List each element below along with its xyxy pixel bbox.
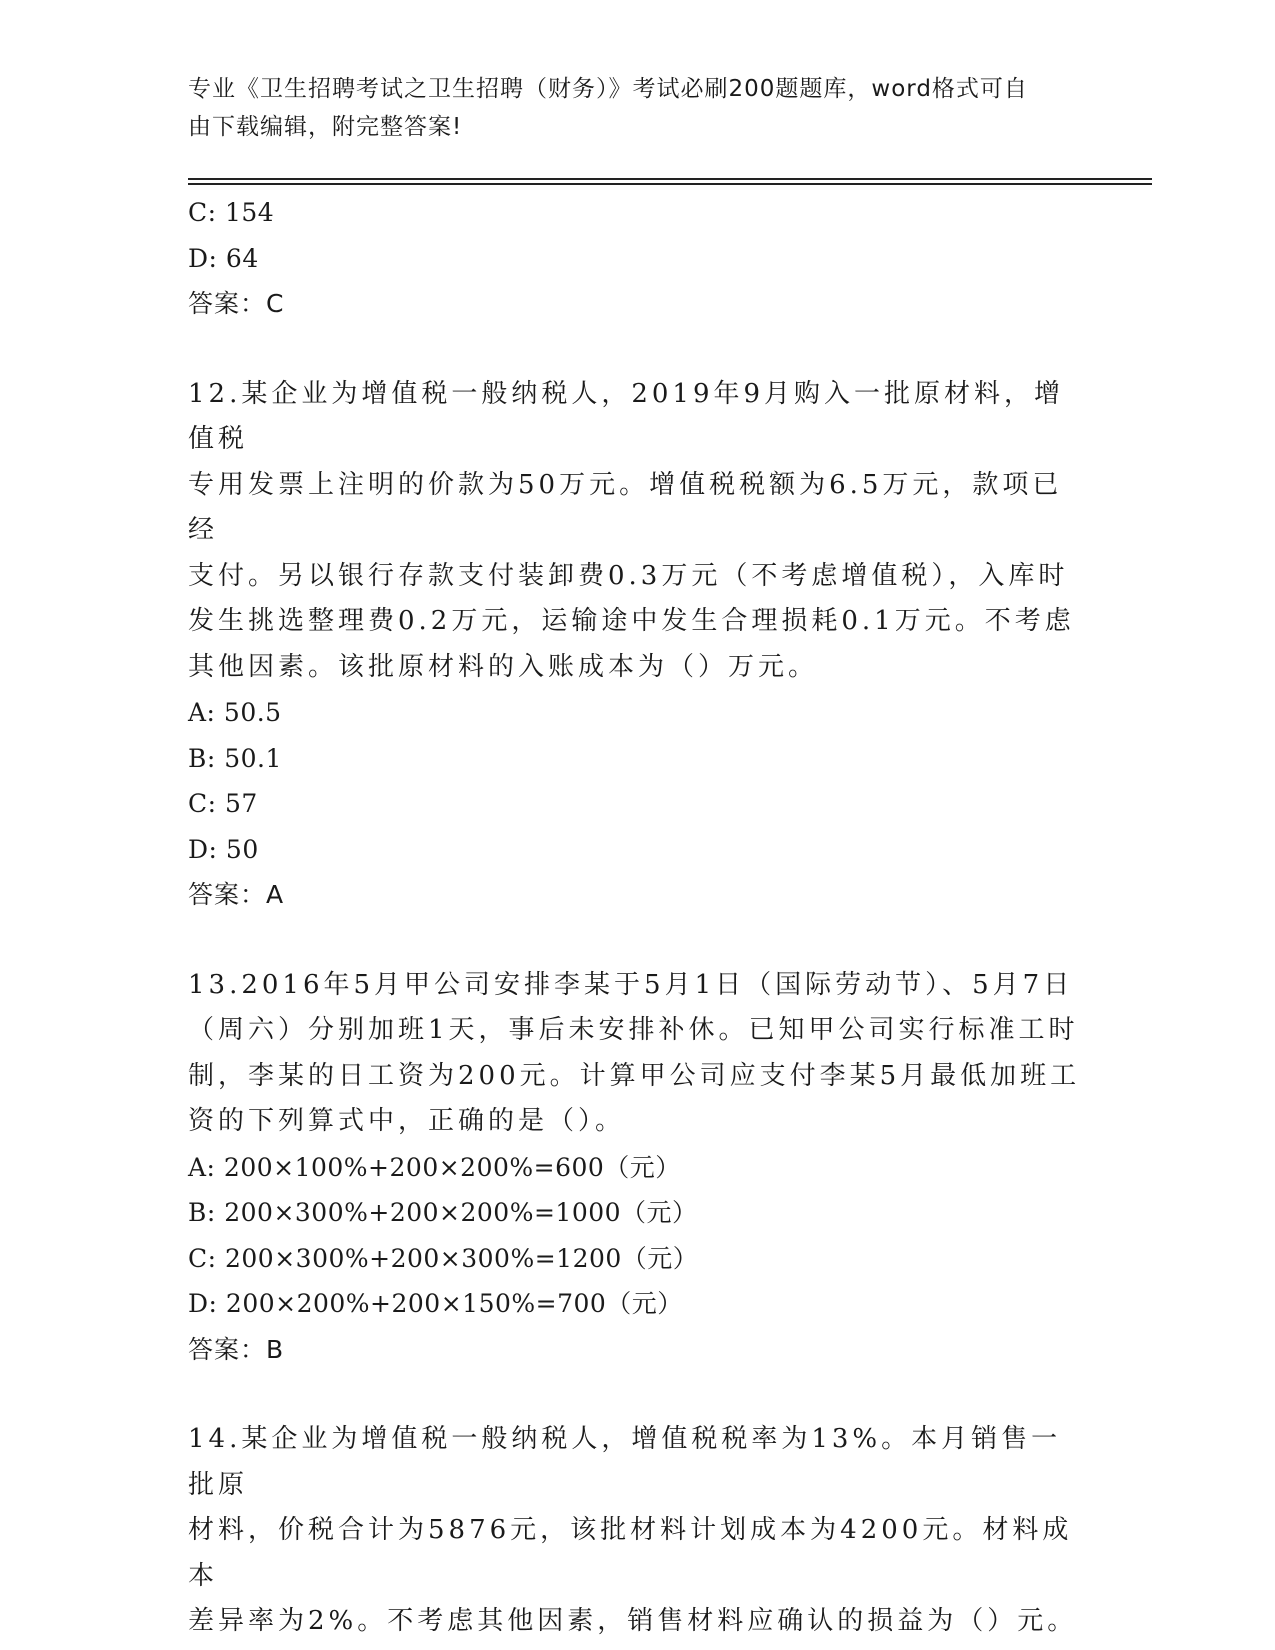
answer-line: 答案：B bbox=[188, 1334, 285, 1364]
question-line: 13.2016年5月甲公司安排李某于5月1日（国际劳动节）、5月7日 bbox=[188, 969, 1074, 1000]
question-text bbox=[188, 372, 1088, 691]
option-a: A: 200×100%+200×200%=600（元） bbox=[188, 1152, 681, 1182]
answer-line: 答案：C bbox=[188, 289, 285, 318]
question-line: 其他因素。该批原材料的入账成本为（）万元。 bbox=[188, 651, 819, 682]
question-text bbox=[188, 963, 1088, 1145]
question-line: 材料，价税合计为5876元，该批材料计划成本为4200元。材料成本 bbox=[188, 1515, 1073, 1591]
question-line: 制，李某的日工资为200元。计算甲公司应支付李某5月最低加班工 bbox=[188, 1060, 1081, 1091]
question-line: 14.某企业为增值税一般纳税人，增值税税率为13%。本月销售一批原 bbox=[188, 1424, 1062, 1500]
question-12 bbox=[188, 372, 1088, 918]
question-line: 发生挑选整理费0.2万元，运输途中发生合理损耗0.1万元。不考虑 bbox=[188, 606, 1075, 636]
header-divider-bottom bbox=[188, 183, 1152, 185]
question-line: 资的下列算式中，正确的是（）。 bbox=[188, 1106, 626, 1136]
option-a: A: 50.5 bbox=[188, 698, 282, 727]
question-line: 专用发票上注明的价款为50万元。增值税税额为6.5万元，款项已经 bbox=[188, 469, 1063, 545]
option-c: C: 57 bbox=[188, 789, 258, 818]
question-11-tail bbox=[188, 190, 1088, 327]
option-c: C: 200×300%+200×300%=1200（元） bbox=[188, 1243, 699, 1273]
option-b: B: 200×300%+200×200%=1000（元） bbox=[188, 1198, 698, 1227]
document-header bbox=[188, 70, 1088, 146]
header-divider-top bbox=[188, 178, 1152, 180]
question-13 bbox=[188, 963, 1088, 1373]
option-c: C: 154 bbox=[188, 198, 275, 227]
question-14 bbox=[188, 1417, 1088, 1645]
answer-line: 答案：A bbox=[188, 880, 285, 909]
question-line: 12.某企业为增值税一般纳税人，2019年9月购入一批原材料，增值税 bbox=[188, 378, 1065, 454]
question-line: 支付。另以银行存款支付装卸费0.3万元（不考虑增值税），入库时 bbox=[188, 560, 1069, 591]
option-d: D: 200×200%+200×150%=700（元） bbox=[188, 1289, 683, 1318]
option-d: D: 64 bbox=[188, 243, 259, 273]
page-content bbox=[188, 190, 1088, 1645]
question-text bbox=[188, 1417, 1088, 1645]
question-line: 差异率为2%。不考虑其他因素，销售材料应确认的损益为（）元。 bbox=[188, 1606, 1078, 1636]
header-title-line-1: 专业《卫生招聘考试之卫生招聘（财务）》考试必刷200题题库，word格式可自 bbox=[188, 76, 1028, 102]
question-line: （周六）分别加班1天，事后未安排补休。已知甲公司实行标准工时 bbox=[188, 1015, 1079, 1045]
option-d: D: 50 bbox=[188, 834, 259, 864]
option-b: B: 50.1 bbox=[188, 743, 282, 773]
header-title-line-2: 由下载编辑，附完整答案! bbox=[188, 114, 463, 140]
